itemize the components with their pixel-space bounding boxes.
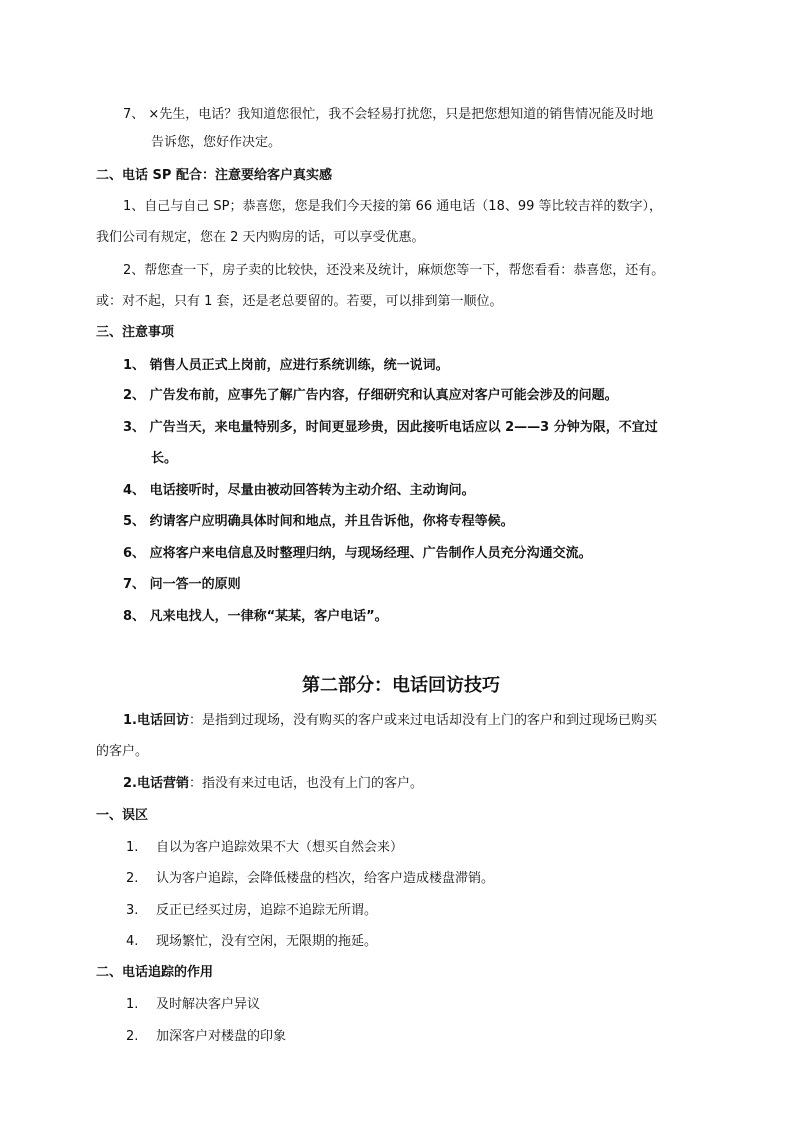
definition-1-line-2: 的客户。 — [96, 744, 149, 759]
sp-paragraph-1-line-1: 1、自己与自己 SP；恭喜您，您是我们今天接的第 66 通电话（18、99 等比较吉祥的数字）， — [123, 199, 663, 214]
tracking-role-item-2 — [126, 1027, 286, 1047]
definition-2 — [123, 774, 423, 794]
list-text: 现场繁忙，没有空闲，无限期的拖延。 — [156, 934, 378, 949]
definition-1-text: ：是指到过现场，没有购买的客户或来过电话却没有上门的客户和到过现场已购买 — [188, 713, 657, 728]
list-number: 4. — [126, 934, 139, 949]
misconception-item-4 — [126, 932, 377, 952]
definition-2-label: 2.电话营销 — [123, 776, 189, 791]
definition-1-line-1 — [123, 711, 657, 731]
note-item-3-cont: 长。 — [151, 451, 178, 466]
sp-paragraph-1-line-2: 我们公司有规定，您在 2 天内购房的话，可以享受优惠。 — [96, 230, 425, 245]
misconception-item-2 — [126, 869, 494, 889]
list-text: 自以为客户追踪效果不大（想买自然会来） — [156, 840, 404, 855]
list-number: 2. — [126, 1029, 139, 1044]
item-7-line-2: 告诉您，您好作决定。 — [151, 135, 282, 150]
list-text: 反正已经买过房，追踪不追踪无所谓。 — [156, 903, 378, 918]
sp-paragraph-2-line-1: 2、帮您查一下，房子卖的比较快，还没来及统计，麻烦您等一下，帮您看看：恭喜您，还有。 — [123, 263, 665, 278]
list-number: 1. — [126, 997, 139, 1012]
note-item-3: 3、 广告当天，来电量特别多，时间更显珍贵，因此接听电话应以 2——3 分钟为限，不宜过 — [123, 420, 658, 435]
sp-paragraph-2-line-2: 或：对不起，只有 1 套，还是老总要留的。若要，可以排到第一顺位。 — [96, 294, 503, 309]
note-item-2: 2、 广告发布前，应事先了解广告内容，仔细研究和认真应对客户可能会涉及的问题。 — [123, 388, 618, 403]
note-item-7: 7、 问一答一的原则 — [123, 577, 241, 592]
note-item-6: 6、 应将客户来电信息及时整理归纳，与现场经理、广告制作人员充分沟通交流。 — [123, 546, 592, 561]
list-number: 2. — [126, 871, 139, 886]
part-two-title: 第二部分：电话回访技巧 — [302, 675, 500, 696]
section-two-heading: 二、电话 SP 配合：注意要给客户真实感 — [96, 168, 332, 183]
note-item-1: 1、 销售人员正式上岗前，应进行系统训练，统一说词。 — [123, 358, 449, 373]
misconception-item-1 — [126, 838, 403, 858]
definition-1-label: 1.电话回访 — [123, 713, 189, 728]
list-text: 及时解决客户异议 — [156, 997, 261, 1012]
list-number: 1. — [126, 840, 139, 855]
tracking-role-item-1 — [126, 995, 260, 1015]
definition-2-text: ：指没有来过电话，也没有上门的客户。 — [188, 776, 423, 791]
section-three-heading: 三、注意事项 — [96, 325, 175, 340]
note-item-5: 5、 约请客户应明确具体时间和地点，并且告诉他，你将专程等候。 — [123, 514, 514, 529]
note-item-8: 8、 凡来电找人，一律称“某某，客户电话”。 — [123, 609, 388, 624]
list-text: 认为客户追踪，会降低楼盘的档次，给客户造成楼盘滞销。 — [156, 871, 495, 886]
note-item-4: 4、 电话接听时，尽量由被动回答转为主动介绍、主动询问。 — [123, 483, 475, 498]
list-number: 3. — [126, 903, 139, 918]
misconceptions-heading: 一、误区 — [96, 808, 149, 823]
tracking-role-heading: 二、电话追踪的作用 — [96, 965, 214, 980]
misconception-item-3 — [126, 901, 377, 921]
list-text: 加深客户对楼盘的印象 — [156, 1029, 287, 1044]
item-7-line-1: 7、 ×先生，电话？我知道您很忙，我不会轻易打扰您，只是把您想知道的销售情况能及时地 — [123, 107, 654, 122]
